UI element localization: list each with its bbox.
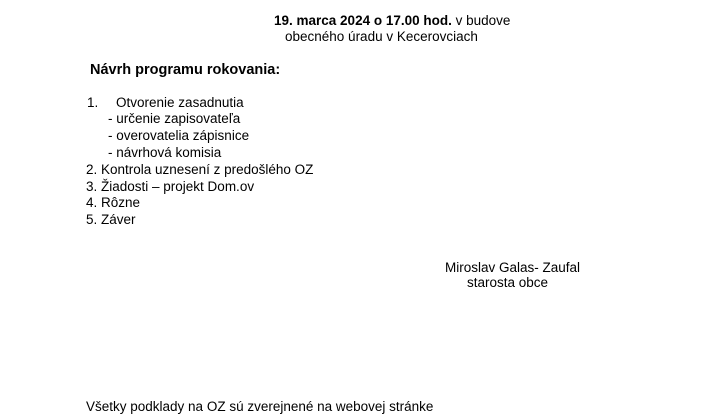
meeting-location-part1: v budove: [455, 13, 511, 28]
footer-note: Všetky podklady na OZ sú zverejnené na webovej stránke: [86, 399, 434, 414]
agenda-subitem: - určenie zapisovateľa: [108, 111, 241, 126]
agenda-item-1: [87, 95, 244, 111]
agenda-item-2: 2. Kontrola uznesení z predošlého OZ: [86, 162, 314, 177]
agenda-item-1-number: 1.: [87, 95, 99, 110]
meeting-date-time: 19. marca 2024 o 17.00 hod.: [274, 13, 452, 28]
agenda-item-4: 4. Rôzne: [86, 195, 141, 210]
agenda-subitem: - overovatelia zápisnice: [108, 128, 250, 143]
meeting-location-part2: obecného úradu v Kecerovciach: [285, 29, 478, 44]
agenda-item-3: 3. Žiadosti – projekt Dom.ov: [86, 179, 255, 194]
agenda-title: Návrh programu rokovania:: [90, 62, 281, 78]
signature-name: Miroslav Galas- Zaufal: [445, 260, 581, 275]
agenda-item-5: 5. Záver: [86, 212, 136, 227]
agenda-item-1-label: Otvorenie zasadnutia: [116, 95, 244, 110]
agenda-subitem: - návrhová komisia: [108, 145, 222, 160]
meeting-header-line1: [274, 13, 510, 29]
signature-role: starosta obce: [467, 275, 549, 290]
